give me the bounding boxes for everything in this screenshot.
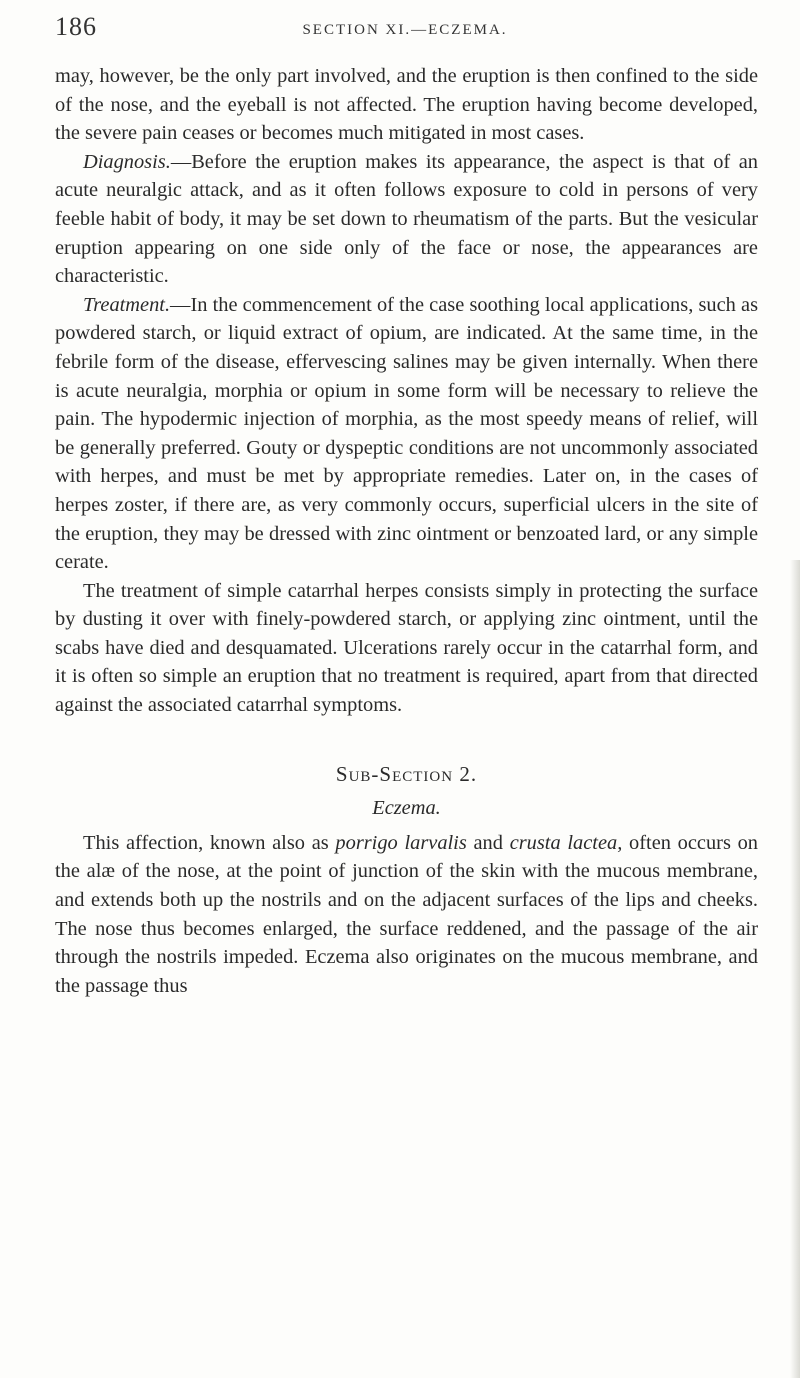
eczema-term-crusta: crusta lactea, [509, 831, 623, 854]
page-header [55, 8, 755, 52]
paragraph-catarrhal-treatment: The treatment of simple catarrhal herpes consists simply in protecting the surface by dusting it over with finely-powdered starch, or applying zinc ointment, until the scabs have died and desquamated. Ulcerations rarely occur in the catarrhal form, and it is often so simple an eruption that no treatment is required, apart from that directed against the associated catarrhal symptoms. [55, 579, 758, 717]
paragraph-diagnosis [55, 148, 758, 291]
eczema-term-porrigo: porrigo larvalis [335, 831, 467, 854]
diagnosis-label: Diagnosis. [83, 150, 171, 173]
paragraph-continuation: may, however, be the only part involved, and the eruption is then confined to the side of the nose, and the eyeball is not affected. The eruption having become developed, the severe pain ceases or becomes much mitigated in most cases. [55, 65, 758, 145]
eczema-text-b: and [466, 831, 510, 854]
eczema-text-c: often occurs on the alæ of the nose, at the point of junction of the skin with the mucous membrane, and extends both up the nostrils and on the adjacent surfaces of the lips and cheeks. The nose thus becomes enlarged, the surface reddened, and the passage of the air through the nostrils impeded. Eczema also originates on the mucous membrane, and the passage thus [55, 831, 758, 997]
body-text [55, 62, 758, 1000]
subsection-heading: Sub-Section 2. [335, 761, 478, 786]
treatment-label: Treatment. [83, 293, 171, 316]
subsection-title: Eczema. [372, 797, 441, 820]
paragraph-eczema [55, 829, 758, 1001]
paragraph-treatment [55, 291, 758, 577]
treatment-text: —In the commencement of the case soothing local applications, such as powdered starch, or liquid extract of opium, are indicated. At the same time, in the febrile form of the disease, effervescing salines may be given internally. When there is acute neuralgia, morphia or opium in some form will be necessary to relieve the pain. The hypodermic injection of morphia, as the most speedy means of relief, will be generally preferred. Gouty or dyspeptic conditions are not uncommonly associated with herpes, and must be met by appropriate remedies. Later on, in the cases of herpes zoster, if there are, as very commonly occurs, superficial ulcers in the site of the eruption, they may be dressed with zinc ointment or benzoated lard, or any simple cerate. [55, 293, 758, 574]
page-number: 186 [55, 12, 97, 41]
running-head: SECTION XI.—ECZEMA. [302, 22, 508, 38]
diagnosis-text: —Before the eruption makes its appearance, the aspect is that of an acute neuralgic attack, and as it often follows exposure to cold in persons of very feeble habit of body, it may be set down to rheumatism of the parts. But the vesicular eruption appearing on one side only of the face or nose, the appearances are characteristic. [55, 150, 758, 288]
page-edge-shadow [790, 560, 800, 1378]
eczema-text-a: This affection, known also as [83, 831, 336, 854]
